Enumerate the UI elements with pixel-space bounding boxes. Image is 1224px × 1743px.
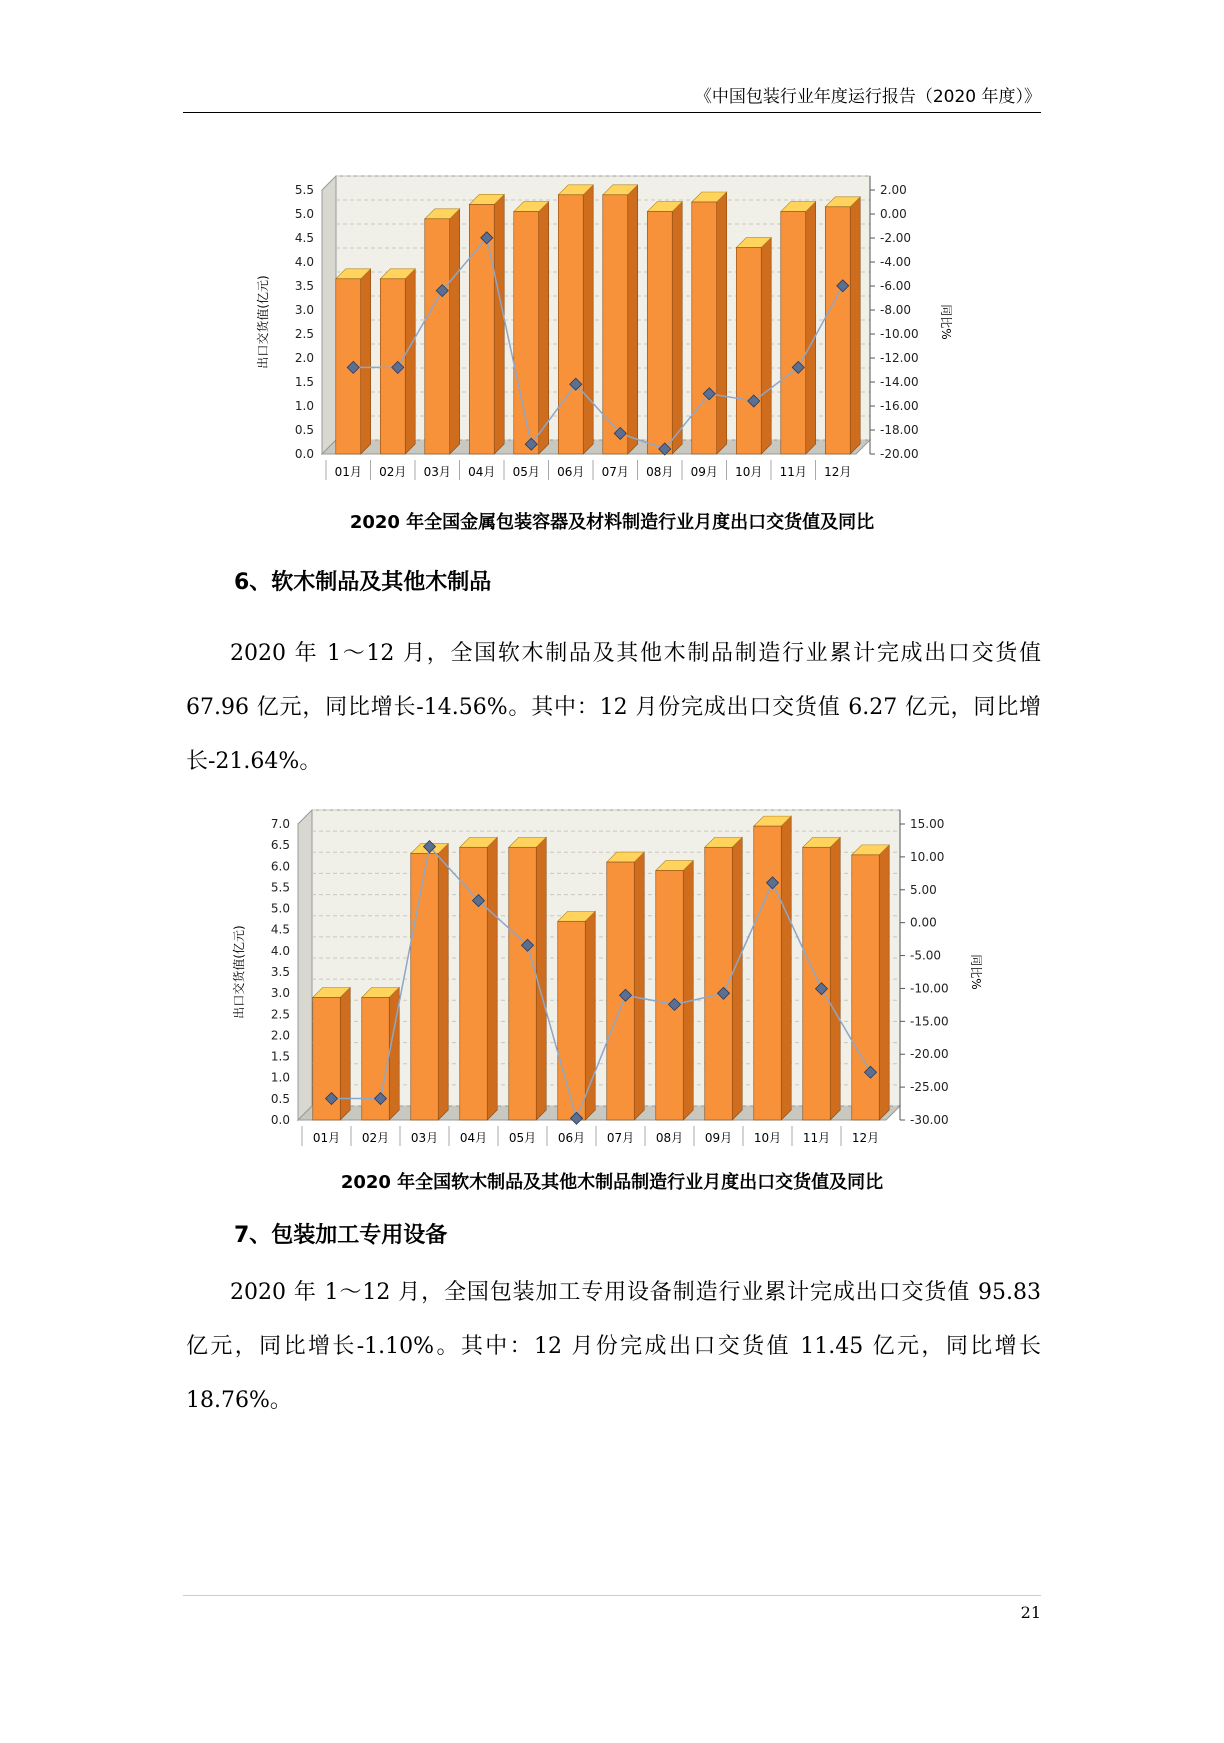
y-tick-label: 0.0	[270, 1113, 290, 1127]
bar-side	[717, 192, 727, 454]
y2-tick-label: 10.00	[910, 849, 945, 864]
y2-tick-label: -30.00	[910, 1113, 949, 1127]
x-tick-label: 04月	[468, 465, 496, 479]
y-tick-label: 3.0	[270, 986, 290, 1001]
bar-side	[405, 269, 415, 454]
x-tick-label: 03月	[423, 465, 451, 479]
bar-side	[761, 238, 771, 454]
chart-cork-wood-svg	[0, 802, 1224, 1162]
bar	[469, 204, 494, 454]
bar	[781, 212, 806, 454]
chart-metal-packaging-svg	[0, 168, 1224, 498]
x-tick-label: 02月	[379, 465, 407, 479]
bar	[509, 847, 536, 1120]
y2-axis-title: 同比%	[969, 954, 983, 990]
x-tick-label: 11月	[779, 465, 807, 479]
y-tick-label: 2.0	[270, 1028, 290, 1043]
y-tick-label: 4.5	[294, 231, 314, 245]
x-tick-label: 06月	[557, 1131, 586, 1145]
bar	[803, 847, 830, 1120]
y-tick-label: 3.5	[294, 279, 314, 293]
y-tick-label: 4.5	[270, 922, 290, 937]
y2-tick-label: -16.00	[880, 399, 919, 413]
y-tick-label: 2.0	[294, 351, 314, 365]
y2-tick-label: 0.00	[880, 207, 907, 221]
x-tick-label: 12月	[824, 465, 852, 479]
y-tick-label: 1.5	[270, 1049, 290, 1064]
y2-tick-label: -15.00	[910, 1014, 949, 1029]
plot-left-wall	[298, 810, 312, 1120]
y-tick-label: 6.5	[270, 838, 290, 853]
x-tick-label: 10月	[753, 1131, 782, 1145]
x-tick-label: 01月	[312, 1131, 341, 1145]
y2-tick-label: -6.00	[880, 279, 912, 293]
y-tick-label: 3.0	[294, 303, 314, 317]
y2-tick-label: -14.00	[880, 375, 919, 389]
bar-side	[850, 197, 860, 454]
y-axis-title: 出口交货值(亿元)	[232, 925, 246, 1019]
bar	[607, 862, 634, 1120]
bar	[656, 871, 683, 1120]
x-tick-label: 08月	[655, 1131, 684, 1145]
y2-tick-label: -5.00	[910, 948, 942, 963]
footer-rule	[183, 1595, 1041, 1596]
bar-side	[583, 185, 593, 454]
bar	[647, 212, 672, 454]
y-tick-label: 1.0	[294, 399, 314, 413]
y2-tick-label: -8.00	[880, 303, 912, 317]
y-tick-label: 1.5	[294, 375, 314, 389]
section-paragraph-6: 2020 年 1～12 月，全国软木制品及其他木制品制造行业累计完成出口交货值 67.96 亿元，同比增长-14.56%。其中：12 月份完成出口交货值 6.27 亿元，同比增长-21.64%。	[186, 641, 1041, 774]
y-tick-label: 1.0	[270, 1070, 290, 1085]
y2-tick-label: 5.00	[910, 882, 937, 897]
y-tick-label: 0.5	[294, 423, 314, 437]
y-tick-label: 4.0	[270, 943, 290, 958]
y-tick-label: 5.5	[294, 183, 314, 197]
bar	[313, 997, 340, 1120]
chart-cork-wood	[0, 802, 1224, 1162]
x-tick-label: 03月	[410, 1131, 439, 1145]
x-tick-label: 08月	[646, 465, 674, 479]
x-tick-label: 09月	[704, 1131, 733, 1145]
plot-left-wall	[322, 176, 336, 454]
bar-side	[361, 269, 371, 454]
x-tick-label: 01月	[334, 465, 362, 479]
bar-side	[806, 202, 816, 454]
x-tick-label: 07月	[606, 1131, 635, 1145]
bar	[558, 921, 585, 1120]
y-tick-label: 5.0	[270, 901, 290, 916]
bar-side	[879, 845, 889, 1120]
chart-caption-metal: 2020 年全国金属包装容器及材料制造行业月度出口交货值及同比	[349, 512, 875, 533]
x-tick-label: 11月	[802, 1131, 831, 1145]
x-tick-label: 06月	[557, 465, 585, 479]
y2-tick-label: -20.00	[880, 447, 919, 461]
bar	[460, 847, 487, 1120]
y-tick-label: 3.5	[270, 965, 290, 979]
bar	[754, 826, 781, 1120]
y2-axis-title: 同比%	[939, 304, 953, 340]
section-heading-6: 6、软木制品及其他木制品	[234, 570, 492, 595]
y-tick-label: 4.0	[294, 255, 314, 269]
x-tick-label: 05月	[512, 465, 540, 479]
bar	[411, 854, 438, 1120]
x-tick-label: 05月	[508, 1131, 537, 1145]
y2-tick-label: -18.00	[880, 423, 919, 437]
y-axis-title: 出口交货值(亿元)	[256, 275, 270, 369]
x-tick-label: 04月	[459, 1131, 488, 1145]
chart-caption-cork: 2020 年全国软木制品及其他木制品制造行业月度出口交货值及同比	[340, 1172, 884, 1193]
bar-side	[732, 837, 742, 1120]
bar-side	[634, 852, 644, 1120]
x-tick-label: 12月	[851, 1131, 880, 1145]
section-heading-7: 7、包装加工专用设备	[234, 1223, 448, 1248]
y-tick-label: 5.0	[294, 207, 314, 221]
bar	[558, 195, 583, 454]
bar-side	[487, 837, 497, 1120]
bar-side	[672, 202, 682, 454]
bar-side	[585, 911, 595, 1120]
bar-side	[539, 202, 549, 454]
y-tick-label: 2.5	[294, 327, 314, 341]
bar	[425, 219, 450, 454]
x-tick-label: 10月	[735, 465, 763, 479]
page-header: 《中国包装行业年度运行报告（2020 年度）》	[694, 87, 1041, 107]
y2-tick-label: -12.00	[880, 351, 919, 365]
x-tick-label: 07月	[601, 465, 629, 479]
bar-side	[340, 987, 350, 1120]
y-tick-label: 0.5	[270, 1091, 290, 1106]
page-number: 21	[1020, 1603, 1041, 1622]
y2-tick-label: 15.00	[910, 817, 945, 831]
bar-side	[494, 194, 504, 454]
y-tick-label: 7.0	[270, 817, 290, 831]
header-rule	[183, 112, 1041, 113]
y2-tick-label: -10.00	[880, 327, 919, 341]
y-tick-label: 2.5	[270, 1007, 290, 1022]
section-paragraph-7: 2020 年 1～12 月，全国包装加工专用设备制造行业累计完成出口交货值 95.83 亿元，同比增长-1.10%。其中：12 月份完成出口交货值 11.45 亿元，同比增长 18.76%。	[186, 1280, 1041, 1413]
bar	[603, 195, 628, 454]
y-tick-label: 6.0	[270, 859, 290, 874]
bar-side	[781, 816, 791, 1120]
y2-tick-label: -4.00	[880, 255, 912, 269]
bar-side	[628, 185, 638, 454]
x-tick-label: 09月	[690, 465, 718, 479]
bar	[852, 855, 879, 1120]
y2-tick-label: 0.00	[910, 915, 937, 930]
y2-tick-label: -10.00	[910, 981, 949, 996]
bar	[825, 207, 850, 454]
x-tick-label: 02月	[361, 1131, 390, 1145]
y-tick-label: 5.5	[270, 880, 290, 895]
y-tick-label: 0.0	[294, 447, 314, 461]
chart-metal-packaging	[0, 168, 1224, 498]
bar	[362, 997, 389, 1120]
y2-tick-label: -20.00	[910, 1047, 949, 1062]
y2-tick-label: -2.00	[880, 231, 912, 245]
bar-side	[830, 837, 840, 1120]
bar-side	[438, 844, 448, 1120]
bar-side	[450, 209, 460, 454]
y2-tick-label: -25.00	[910, 1080, 949, 1095]
bar-side	[683, 861, 693, 1120]
bar	[736, 248, 761, 454]
y2-tick-label: 2.00	[880, 183, 907, 197]
bar	[692, 202, 717, 454]
